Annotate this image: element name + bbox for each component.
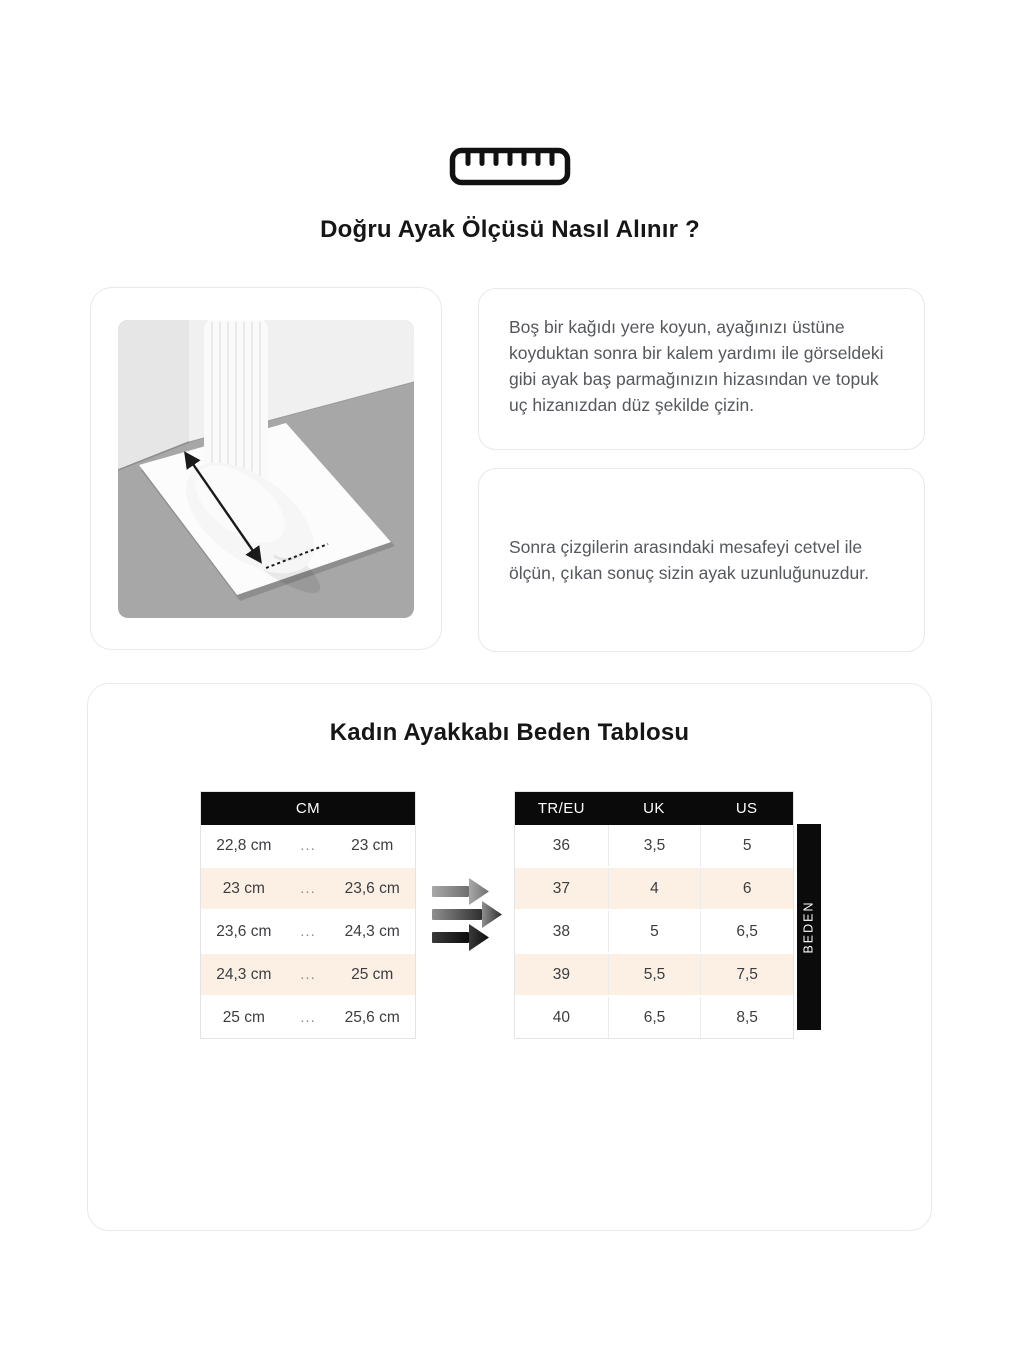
us-value: 6,5	[700, 911, 793, 952]
cm-table-row	[201, 997, 415, 1038]
cm-max-value: 24,3 cm	[344, 922, 400, 940]
instruction-box-measure	[478, 468, 925, 652]
size-table-header-row	[515, 792, 793, 825]
range-dots: ...	[300, 966, 316, 983]
beden-side-label	[797, 824, 821, 1030]
cm-min-value: 23 cm	[222, 879, 265, 897]
cm-table-row	[201, 954, 415, 997]
cm-min-value: 25 cm	[222, 1008, 265, 1026]
us-value: 6	[700, 868, 793, 909]
foot-measurement-photo	[118, 320, 414, 618]
header-uk: UK	[643, 800, 665, 817]
uk-value: 3,5	[608, 825, 701, 866]
ruler-icon	[449, 147, 571, 187]
size-table-row	[515, 868, 793, 911]
uk-value: 5	[608, 911, 701, 952]
size-table-card	[87, 683, 932, 1231]
tr-eu-value: 40	[552, 1008, 570, 1026]
range-dots: ...	[300, 880, 316, 897]
beden-label-text: BEDEN	[802, 900, 817, 954]
cm-max-value: 23 cm	[351, 836, 394, 854]
cm-max-value: 25 cm	[351, 965, 394, 983]
size-table-row	[515, 954, 793, 997]
size-conversion-table	[514, 791, 794, 1039]
cm-table-header: CM	[201, 792, 415, 825]
range-dots: ...	[300, 923, 316, 940]
cm-table-row	[201, 911, 415, 954]
cm-min-value: 23,6 cm	[216, 922, 272, 940]
us-value: 8,5	[700, 997, 793, 1038]
uk-value: 6,5	[608, 997, 701, 1038]
instruction-step1-text: Boş bir kağıdı yere koyun, ayağınızı üstüne koyduktan sonra bir kalem yardımı ile görseldeki gibi ayak baş parmağınızın hizasından ve topuk uç hizanızdan düz şekilde çizin.	[509, 317, 884, 415]
range-dots: ...	[300, 1009, 316, 1026]
range-dots: ...	[300, 837, 316, 854]
cm-table	[200, 791, 416, 1039]
cm-max-value: 23,6 cm	[344, 879, 400, 897]
uk-value: 4	[608, 868, 701, 909]
tr-eu-value: 38	[552, 922, 570, 940]
size-table-row	[515, 997, 793, 1038]
ruler-icon	[0, 147, 1020, 187]
instruction-step2-text: Sonra çizgilerin arasındaki mesafeyi cetvel ile ölçün, çıkan sonuç sizin ayak uzunluğunuzdur.	[509, 537, 869, 583]
tr-eu-value: 39	[552, 965, 570, 983]
size-table-row	[515, 825, 793, 868]
instruction-box-draw	[478, 288, 925, 450]
cm-max-value: 25,6 cm	[344, 1008, 400, 1026]
us-value: 5	[700, 825, 793, 866]
header-tr-eu: TR/EU	[537, 800, 585, 817]
header-us: US	[735, 800, 758, 817]
us-value: 7,5	[700, 954, 793, 995]
cm-table-row	[201, 825, 415, 868]
conversion-arrows-icon	[431, 876, 509, 954]
page-title: Doğru Ayak Ölçüsü Nasıl Alınır ?	[320, 216, 700, 243]
cm-min-value: 24,3 cm	[216, 965, 272, 983]
size-table-row	[515, 911, 793, 954]
size-card-title: Kadın Ayakkabı Beden Tablosu	[329, 719, 690, 746]
tr-eu-value: 37	[552, 879, 570, 897]
measurement-photo-card	[90, 287, 442, 650]
uk-value: 5,5	[608, 954, 701, 995]
tr-eu-value: 36	[552, 836, 570, 854]
cm-min-value: 22,8 cm	[216, 836, 272, 854]
cm-table-row	[201, 868, 415, 911]
